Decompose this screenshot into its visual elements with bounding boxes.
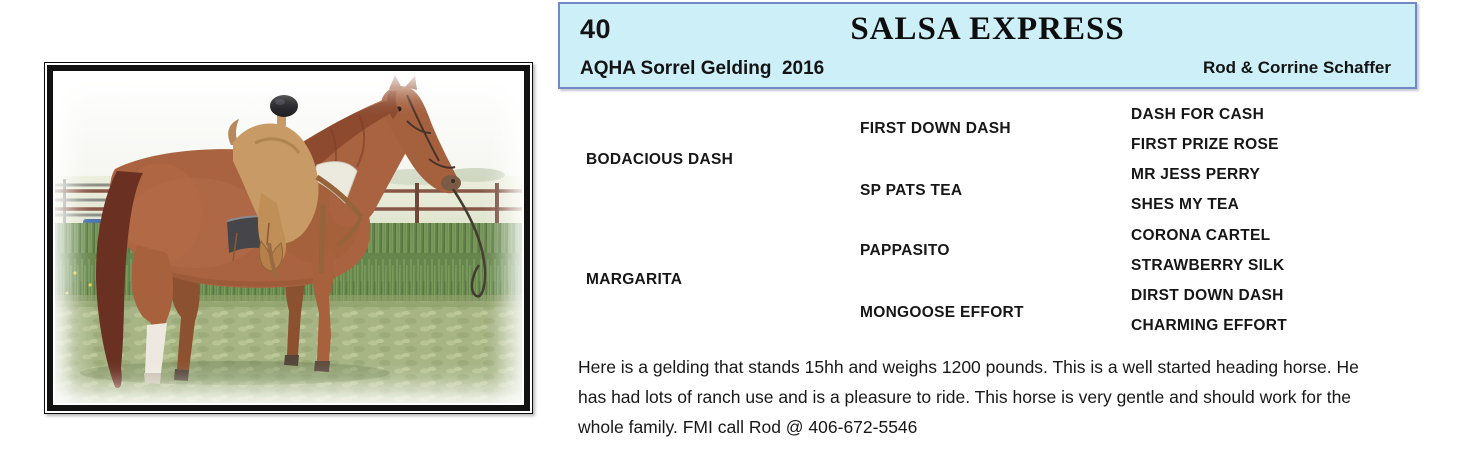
pedigree-dam-dam: MONGOOSE EFFORT [860,304,1024,321]
horse-photo-illustration [55,73,522,403]
pedigree-dam-sire: PAPPASITO [860,242,950,259]
horse-descriptor: AQHA Sorrel Gelding 2016 [580,58,825,79]
pedigree-great-grandparent: DASH FOR CASH [1131,106,1265,123]
pedigree-great-grandparent: STRAWBERRY SILK [1131,257,1285,274]
pedigree-great-grandparent: CHARMING EFFORT [1131,317,1288,334]
pedigree-chart [558,95,1438,345]
owner-name: Rod & Corrine Schaffer [1203,58,1391,77]
horse-photo [55,73,522,403]
sale-description: Here is a gelding that stands 15hh and weighs 1200 pounds. This is a well started heading horse. He has had lots of ranch use and is a pleasure to ride. This horse is very gentle and should work for the whole family. FMI call Rod @ 406-672-5546 [578,357,1359,437]
lot-number: 40 [580,14,612,44]
pedigree-great-grandparent: DIRST DOWN DASH [1131,287,1284,304]
pedigree-dam: MARGARITA [586,271,683,288]
pedigree-sire-sire: FIRST DOWN DASH [860,120,1011,137]
pedigree-great-grandparent: MR JESS PERRY [1131,166,1261,183]
horse-name-title: SALSA EXPRESS [850,11,1125,47]
pedigree-sire-dam: SP PATS TEA [860,182,963,199]
pedigree-sire: BODACIOUS DASH [586,151,734,168]
horse-photo-frame [44,62,533,414]
header-banner [558,2,1417,89]
pedigree-great-grandparent: FIRST PRIZE ROSE [1131,136,1279,153]
pedigree-great-grandparent: SHES MY TEA [1131,196,1240,213]
horse-photo-inner-frame [47,65,530,411]
pedigree-great-grandparent: CORONA CARTEL [1131,227,1271,244]
